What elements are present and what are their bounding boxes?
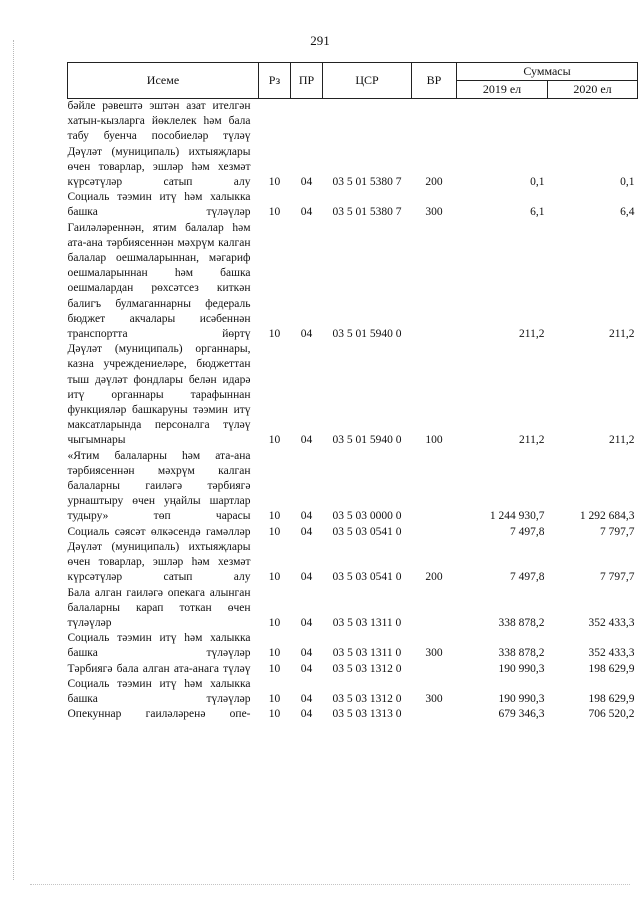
header-pr: ПР xyxy=(291,63,323,99)
row-rz xyxy=(259,99,291,145)
table-row xyxy=(68,342,638,448)
row-2019: 190 990,3 xyxy=(498,662,545,675)
row-2020: 211,2 xyxy=(609,434,635,447)
row-2020: 6,4 xyxy=(620,206,635,219)
row-name: Дәүләт (муниципаль) органнары, казна учреждениеләре, бюджеттан тыш дәүләт фондлары белән идарә итү органнары тарафыннан функцияләр башкаруны тәэмин итү максатларында персоналга түләү чыгымнары xyxy=(67,343,251,447)
row-rz: 10 xyxy=(268,176,281,189)
row-2019: 0,1 xyxy=(530,176,545,189)
row-vr xyxy=(412,707,457,722)
row-rz: 10 xyxy=(268,662,281,675)
row-rz: 10 xyxy=(268,708,281,721)
row-pr: 04 xyxy=(300,647,313,660)
row-pr: 04 xyxy=(300,616,313,629)
row-2019: 338 878,2 xyxy=(498,616,545,629)
table-row xyxy=(68,525,638,540)
row-2020: 1 292 684,3 xyxy=(579,510,635,523)
header-sums: Суммасы xyxy=(457,63,638,81)
row-2019 xyxy=(457,99,548,145)
row-2019: 6,1 xyxy=(530,206,545,219)
row-csr: 03 5 03 0541 0 xyxy=(332,525,402,538)
row-rz: 10 xyxy=(268,328,281,341)
row-name: Социаль тәэмин итү һәм халыкка башка түләүләр xyxy=(67,632,251,660)
row-2019: 190 990,3 xyxy=(498,692,545,705)
row-csr: 03 5 03 0000 0 xyxy=(332,510,402,523)
row-rz: 10 xyxy=(268,647,281,660)
row-pr: 04 xyxy=(300,510,313,523)
row-pr: 04 xyxy=(300,206,313,219)
row-csr: 03 5 01 5380 7 xyxy=(332,176,402,189)
header-vr: ВР xyxy=(412,63,457,99)
row-csr: 03 5 01 5940 0 xyxy=(332,434,402,447)
budget-table xyxy=(67,62,638,722)
row-vr xyxy=(412,221,457,343)
row-vr xyxy=(412,662,457,677)
row-2019: 338 878,2 xyxy=(498,647,545,660)
row-name: Социаль сәясәт өлкәсендә гамәлләр xyxy=(67,525,251,538)
table-row xyxy=(68,221,638,343)
row-pr xyxy=(291,99,323,145)
row-vr: 300 xyxy=(425,206,443,219)
row-2019: 211,2 xyxy=(519,434,545,447)
row-vr: 300 xyxy=(425,647,443,660)
table-row xyxy=(68,145,638,191)
row-rz: 10 xyxy=(268,206,281,219)
row-2020: 7 797,7 xyxy=(600,525,635,538)
row-vr xyxy=(412,586,457,632)
row-name: Бала алган гаиләгә опекага алынган балаларны карап тоткан өчен түләүләр xyxy=(67,586,251,629)
row-rz: 10 xyxy=(268,616,281,629)
table-row xyxy=(68,190,638,220)
row-pr: 04 xyxy=(300,708,313,721)
table-row xyxy=(68,540,638,586)
header-2020: 2020 ел xyxy=(548,81,638,99)
row-2019: 211,2 xyxy=(519,328,545,341)
row-name: Гаиләләреннән, ятим балалар һәм ата-ана тәрбиясеннән мәхрүм калган балалар оешмаларыннан, мәгариф оешмаларыннан һәм башка оешмалардан рөхсәтсез киткән балигъ булмаганнарны федераль бюджет акчалары исәбеннән транспортта йөртү xyxy=(67,221,251,341)
row-csr xyxy=(323,99,412,145)
row-pr: 04 xyxy=(300,328,313,341)
row-2020: 706 520,2 xyxy=(588,708,635,721)
row-name: «Ятим балаларны һәм ата-ана тәрбиясеннән мәхрүм калган балаларны гаиләгә тәрбиягә урнаштыру өчен уңайлы шартлар тудыру» төп чарасы xyxy=(67,449,251,523)
row-vr: 200 xyxy=(425,571,443,584)
row-pr: 04 xyxy=(300,692,313,705)
row-csr: 03 5 01 5940 0 xyxy=(332,328,402,341)
row-2020: 352 433,3 xyxy=(588,647,635,660)
row-csr: 03 5 03 0541 0 xyxy=(332,571,402,584)
row-2019: 7 497,8 xyxy=(510,525,545,538)
row-rz: 10 xyxy=(268,571,281,584)
table-row xyxy=(68,677,638,707)
row-rz: 10 xyxy=(268,692,281,705)
table-body xyxy=(68,99,638,723)
row-2020: 352 433,3 xyxy=(588,616,635,629)
row-csr: 03 5 03 1311 0 xyxy=(332,616,402,629)
row-name: Дәүләт (муниципаль) ихтыяҗлары өчен товарлар, эшләр һәм хезмәт күрсәтүләр сатып алу xyxy=(67,145,251,189)
row-2020: 198 629,9 xyxy=(588,662,635,675)
row-2020: 198 629,9 xyxy=(588,692,635,705)
row-pr: 04 xyxy=(300,571,313,584)
row-2020: 0,1 xyxy=(620,176,635,189)
table-row xyxy=(68,99,638,145)
row-csr: 03 5 03 1311 0 xyxy=(332,647,402,660)
row-csr: 03 5 01 5380 7 xyxy=(332,206,402,219)
row-vr: 100 xyxy=(425,434,443,447)
header-name: Исеме xyxy=(68,63,259,99)
row-pr: 04 xyxy=(300,434,313,447)
row-vr xyxy=(412,449,457,525)
table-header xyxy=(68,63,638,99)
table-row xyxy=(68,631,638,661)
table-row xyxy=(68,662,638,677)
row-rz: 10 xyxy=(268,434,281,447)
scan-bottom-line xyxy=(30,884,630,885)
row-2020 xyxy=(548,99,638,145)
page-number: 291 xyxy=(310,33,330,48)
row-2020: 7 797,7 xyxy=(600,571,635,584)
row-csr: 03 5 03 1312 0 xyxy=(332,662,402,675)
row-vr: 200 xyxy=(425,176,443,189)
row-rz: 10 xyxy=(268,525,281,538)
header-csr: ЦСР xyxy=(323,63,412,99)
row-2020: 211,2 xyxy=(609,328,635,341)
row-name: Социаль тәэмин итү һәм халыкка башка түләүләр xyxy=(67,191,251,219)
header-rz: Рз xyxy=(259,63,291,99)
row-csr: 03 5 03 1313 0 xyxy=(332,708,402,721)
row-vr xyxy=(412,99,457,145)
row-name: Тәрбиягә бала алган ата-анага түләү xyxy=(67,662,251,675)
row-name: Дәүләт (муниципаль) ихтыяҗлары өчен товарлар, эшләр һәм хезмәт күрсәтүләр сатып алу xyxy=(67,540,251,584)
row-vr: 300 xyxy=(425,692,443,705)
row-csr: 03 5 03 1312 0 xyxy=(332,692,402,705)
table-row xyxy=(68,449,638,525)
row-pr: 04 xyxy=(300,662,313,675)
row-vr xyxy=(412,525,457,540)
table-row xyxy=(68,707,638,722)
row-pr: 04 xyxy=(300,176,313,189)
row-name: бәйле рәвештә эштән азат ителгән хатын-кызларга йөклелек һәм бала табу буенча пособиеләр түләү xyxy=(67,100,251,143)
header-2019: 2019 ел xyxy=(457,81,548,99)
row-name: Опекуннар гаиләләренә опе- xyxy=(67,708,251,721)
row-2019: 1 244 930,7 xyxy=(489,510,545,523)
table-row xyxy=(68,586,638,632)
row-2019: 679 346,3 xyxy=(498,708,545,721)
scan-margin-line xyxy=(13,40,14,880)
row-2019: 7 497,8 xyxy=(510,571,545,584)
row-rz: 10 xyxy=(268,510,281,523)
row-name: Социаль тәэмин итү һәм халыкка башка түләүләр xyxy=(67,677,251,705)
row-pr: 04 xyxy=(300,525,313,538)
